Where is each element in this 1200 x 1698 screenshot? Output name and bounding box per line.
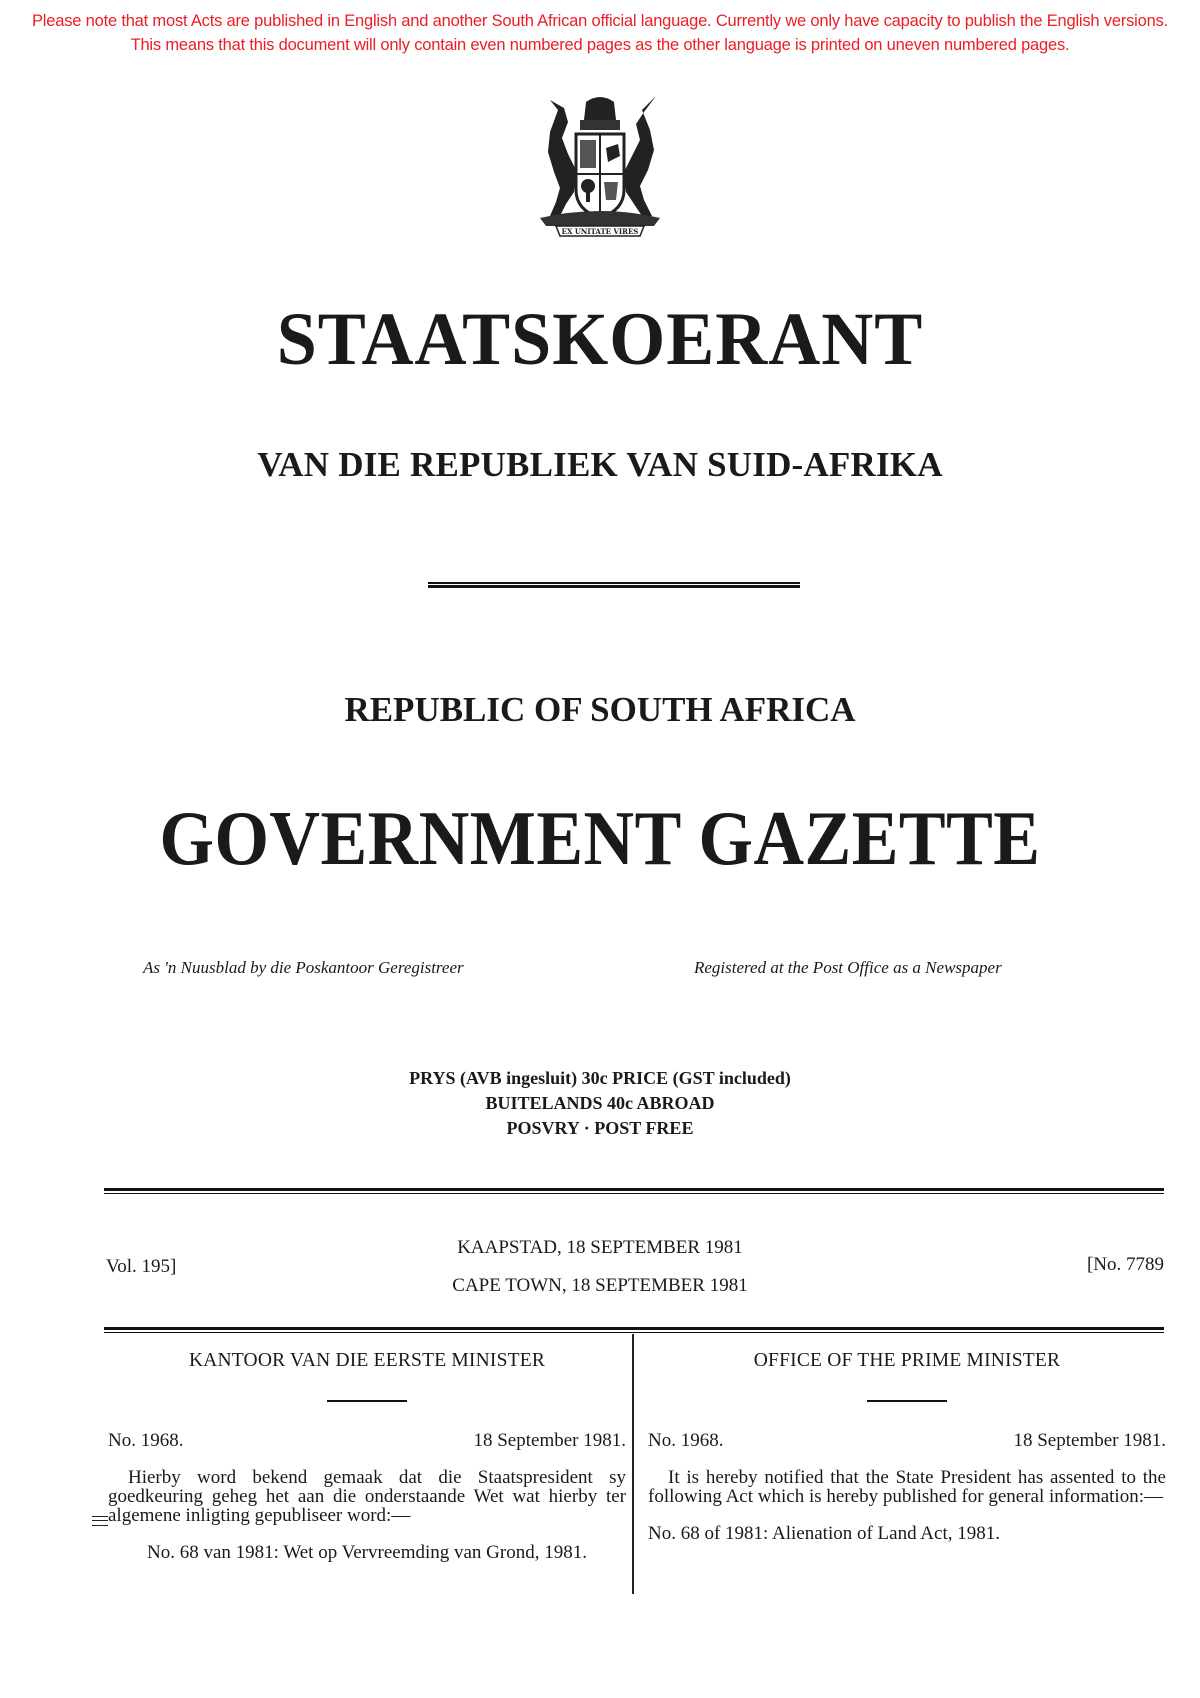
margin-mark: [92, 1516, 108, 1526]
column-english: [648, 1350, 1166, 1543]
column-divider: [632, 1334, 634, 1594]
registration-english: Registered at the Post Office as a Newspaper: [694, 958, 1002, 977]
masthead-subtitle-english: REPUBLIC OF SOUTH AFRICA: [344, 690, 856, 729]
masthead-title-afrikaans: STAATSKOERANT: [276, 296, 924, 381]
heading-rule: [327, 1400, 407, 1402]
masthead-divider: [428, 582, 800, 588]
notice-body: Hierby word bekend gemaak dat die Staatspresident sy goedkeuring geheg het aan die onderstaande Wet wat hierby ter algemene inligting gepubliseer word:—: [108, 1467, 626, 1526]
act-title: No. 68 van 1981: Wet op Vervreemding van Grond, 1981.: [147, 1542, 587, 1563]
issue-number: [No. 7789: [1086, 1254, 1164, 1275]
post-free-line: POSVRY · POST FREE: [506, 1118, 694, 1138]
issue-top-rule: [104, 1188, 1164, 1194]
dateline-english: CAPE TOWN, 18 SEPTEMBER 1981: [452, 1275, 748, 1296]
column-afrikaans: [108, 1350, 626, 1562]
registration-afrikaans: As 'n Nuusblad by die Poskantoor Geregistreer: [143, 958, 464, 977]
disclaimer-notice: Please note that most Acts are published in English and another South African official language. Currently we only have capacity to publish the English versions. This means that this document will only contain even numbered pages as the other language is printed on uneven numbered pages.: [31, 12, 1169, 54]
notice-date: 18 September 1981.: [473, 1430, 626, 1451]
volume-label: Vol. 195]: [106, 1256, 177, 1277]
column-heading: OFFICE OF THE PRIME MINISTER: [753, 1350, 1061, 1371]
svg-text:EX UNITATE VIRES: EX UNITATE VIRES: [561, 227, 639, 236]
notice-meta: [648, 1430, 1166, 1452]
issue-bottom-rule: [104, 1327, 1164, 1333]
notice-number: No. 1968.: [108, 1430, 184, 1451]
notice-body: It is hereby notified that the State President has assented to the following Act which is hereby published for general information:—: [648, 1467, 1166, 1507]
price-block: [0, 1066, 1200, 1141]
heading-rule: [867, 1400, 947, 1402]
column-heading: KANTOOR VAN DIE EERSTE MINISTER: [188, 1350, 546, 1371]
dateline-afrikaans: KAAPSTAD, 18 SEPTEMBER 1981: [457, 1237, 743, 1258]
notice-number: No. 1968.: [648, 1430, 724, 1451]
price-line: PRYS (AVB ingesluit) 30c PRICE (GST included): [409, 1068, 791, 1088]
act-title: No. 68 of 1981: Alienation of Land Act, 1981.: [648, 1523, 1000, 1544]
abroad-price-line: BUITELANDS 40c ABROAD: [485, 1093, 715, 1113]
masthead-subtitle-afrikaans: VAN DIE REPUBLIEK VAN SUID-AFRIKA: [257, 445, 943, 484]
notice-meta: [108, 1430, 626, 1452]
masthead-title-english: GOVERNMENT GAZETTE: [159, 797, 1041, 882]
notice-date: 18 September 1981.: [1013, 1430, 1166, 1451]
coat-of-arms-icon: [520, 92, 680, 240]
